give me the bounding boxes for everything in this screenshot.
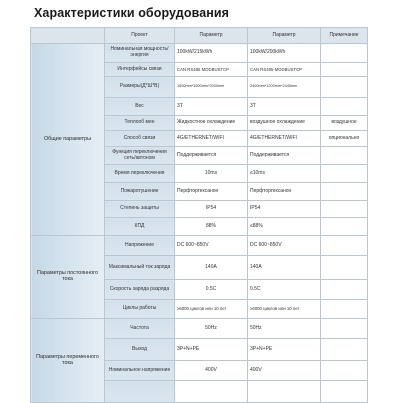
- value-1: CAN RS485 MODBUSTCP: [175, 63, 248, 77]
- note-cell: [321, 218, 368, 236]
- value-1: 0.5C: [175, 280, 248, 300]
- table-row: [31, 44, 368, 63]
- value-1: Перфторгексанон: [175, 183, 248, 201]
- value-2: 140A: [248, 256, 321, 280]
- value-1: 3P+N+PE: [175, 339, 248, 361]
- value-2: 50Hz: [248, 319, 321, 339]
- note-cell: [321, 300, 368, 319]
- value-2: ≥6000 циклов или 10 лет: [248, 300, 321, 319]
- note-cell: [321, 339, 368, 361]
- value-1: Жидкостное охлаждение: [175, 116, 248, 131]
- value-1: Поддерживается: [175, 147, 248, 165]
- value-2: 2400mm*1200mm*2445mm: [248, 77, 321, 98]
- note-cell: [321, 77, 368, 98]
- param-label: Вес: [105, 98, 175, 116]
- header-project: Проект: [105, 28, 175, 44]
- value-1: 88%: [175, 218, 248, 236]
- value-2: 400V: [248, 361, 321, 381]
- param-label: [105, 381, 175, 403]
- page-title: Характеристики оборудования: [34, 6, 230, 20]
- group-ac: Параметры переменного тока: [31, 319, 105, 403]
- header-param-2: Параметр: [248, 28, 321, 44]
- note-cell: [321, 44, 368, 63]
- value-2: Перфторгексанон: [248, 183, 321, 201]
- value-2: воздушное охлаждение: [248, 116, 321, 131]
- value-2: ≤88%: [248, 218, 321, 236]
- param-label: Время переключения: [105, 165, 175, 183]
- param-label: КПД: [105, 218, 175, 236]
- table-row: [31, 319, 368, 339]
- header-empty: [31, 28, 105, 44]
- param-label: Пожаротушение: [105, 183, 175, 201]
- group-general: Общие параметры: [31, 44, 105, 236]
- note-cell: [321, 361, 368, 381]
- value-2: CAN RS485 MODBUSTCP: [248, 63, 321, 77]
- note-cell: воздушное: [321, 116, 368, 131]
- note-cell: [321, 183, 368, 201]
- value-1: 3T: [175, 98, 248, 116]
- note-cell: [321, 147, 368, 165]
- header-note: Примечание: [321, 28, 368, 44]
- value-2: Поддерживается: [248, 147, 321, 165]
- value-2: IP54: [248, 201, 321, 218]
- param-label: Номинальное напряжение: [105, 361, 175, 381]
- table-header-row: [31, 28, 368, 44]
- value-1: 140A: [175, 256, 248, 280]
- note-cell: [321, 280, 368, 300]
- value-2: DC 600~850V: [248, 236, 321, 256]
- param-label: Циклы работы: [105, 300, 175, 319]
- header-param-1: Параметр: [175, 28, 248, 44]
- value-1: ≥6000 циклов или 10 лет: [175, 300, 248, 319]
- value-2: 4G/ETHERNET/WIFI: [248, 131, 321, 147]
- param-label: Максимальный ток заряда: [105, 256, 175, 280]
- note-cell: [321, 63, 368, 77]
- param-label: Размеры(Д*Ш*В): [105, 77, 175, 98]
- note-cell: [321, 236, 368, 256]
- value-1: IP54: [175, 201, 248, 218]
- param-label: Функция переключения сеть/автоном: [105, 147, 175, 165]
- param-label: Выход: [105, 339, 175, 361]
- value-1: 4G/ETHERNET/WIFI: [175, 131, 248, 147]
- param-label: Напряжение: [105, 236, 175, 256]
- value-1: DC 600~850V: [175, 236, 248, 256]
- value-1: 400V: [175, 361, 248, 381]
- value-2: 100kW/200kWh: [248, 44, 321, 63]
- param-label: Интерфейсы связи: [105, 63, 175, 77]
- specs-table: [30, 27, 368, 403]
- param-label: Скорость заряда разряда: [105, 280, 175, 300]
- value-2: 3P+N+PE: [248, 339, 321, 361]
- note-cell: [321, 98, 368, 116]
- value-1: 50Hz: [175, 319, 248, 339]
- value-2: ≤10ms: [248, 165, 321, 183]
- value-1: 100kW/215kWh: [175, 44, 248, 63]
- value-2: [248, 381, 321, 403]
- note-cell: [321, 201, 368, 218]
- param-label: Теплооб мен: [105, 116, 175, 131]
- param-label: Номинальная мощность/энергия: [105, 44, 175, 63]
- param-label: Степень защиты: [105, 201, 175, 218]
- group-dc: Параметры постоянного тока: [31, 236, 105, 319]
- param-label: Способ связи: [105, 131, 175, 147]
- table-row: [31, 236, 368, 256]
- value-1: 1500mm*1500mm*2000mm: [175, 77, 248, 98]
- note-cell: [321, 319, 368, 339]
- value-2: 0.5C: [248, 280, 321, 300]
- note-cell: [321, 165, 368, 183]
- note-cell: [321, 381, 368, 403]
- note-cell: опционально: [321, 131, 368, 147]
- param-label: Частота: [105, 319, 175, 339]
- value-1: [175, 381, 248, 403]
- note-cell: [321, 256, 368, 280]
- value-2: 3T: [248, 98, 321, 116]
- value-1: 10ms: [175, 165, 248, 183]
